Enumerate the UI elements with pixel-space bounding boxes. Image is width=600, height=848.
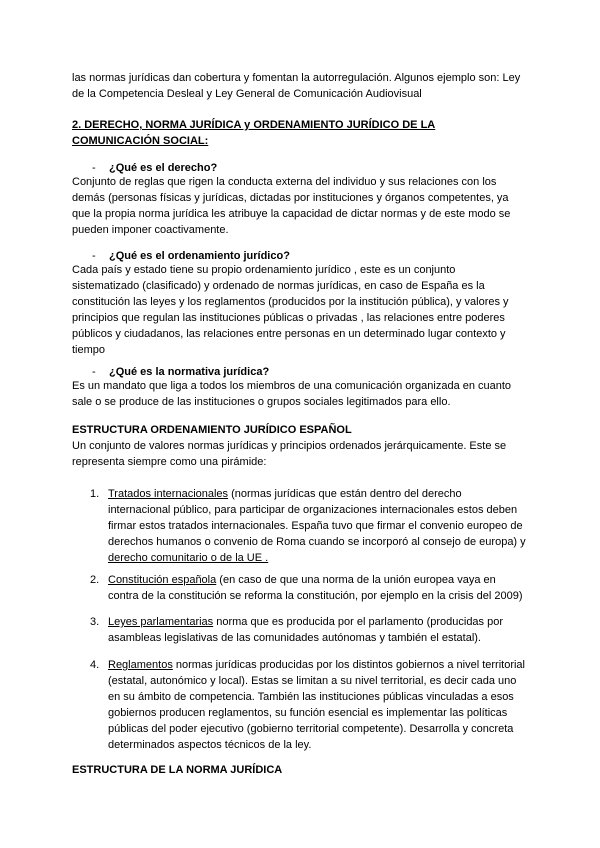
list-text: (en caso de que una norma de la unión europea vaya en contra de la constitución se reforma la constitución, por ejemplo en la crisis del 2009) bbox=[108, 574, 523, 602]
intro-paragraph: las normas jurídicas dan cobertura y fomentan la autorregulación. Algunos ejemplo son: Ley de la Competencia Desleal y Ley General de Comunicación Audiovisual bbox=[72, 72, 521, 100]
list-item-body bbox=[108, 486, 526, 566]
list-number: 4. bbox=[90, 659, 100, 671]
question-text: ¿Qué es el ordenamiento jurídico? bbox=[109, 250, 290, 262]
estructura-ordenamiento-intro: Un conjunto de valores normas jurídicas y principios ordenados jerárquicamente. Este se representa siempre como una pirámide: bbox=[72, 440, 507, 468]
bullet-dash: - bbox=[92, 250, 96, 262]
answer-paragraph: Conjunto de reglas que rigen la conducta externa del individuo y sus relaciones con los demás (personas físicas y jurídicas, dictadas por instituciones y órganos competentes, ya que la propia norma jurídica les atribuye la capacidad de dictar normas y de este modo se pueden imponer coactivamente. bbox=[72, 176, 511, 236]
list-term: Reglamentos bbox=[108, 659, 173, 671]
list-tail: derecho comunitario o de la UE . bbox=[108, 552, 269, 564]
bullet-dash: - bbox=[92, 366, 96, 378]
section-title: 2. DERECHO, NORMA JURÍDICA y ORDENAMIENTO JURÍDICO DE LA COMUNICACIÓN SOCIAL: bbox=[72, 119, 436, 147]
list-term: Constitución española bbox=[108, 574, 217, 586]
answer-paragraph: Cada país y estado tiene su propio ordenamiento jurídico , este es un conjunto sistematizado (clasificado) y ordenado de normas jurídicas, en caso de España es la constitución las leyes y los reglamentos (producidos por la institución pública), y valores y principios que regulan las instituciones públicas o privadas , las relaciones entre poderes públicos y ciudadanos, las relaciones entre personas en un determinado lugar contexto y tiempo bbox=[72, 264, 509, 356]
list-term: Leyes parlamentarias bbox=[108, 616, 214, 628]
list-text: (normas jurídicas que están dentro del derecho internacional público, para participar de organizaciones internacionales estos deben firmar estos tratados internacionales. España tuvo que firmar el convenio europeo de derechos humanos o convenio de Roma cuando se incorporó al consejo de europa) y bbox=[108, 488, 526, 548]
answer-paragraph: Es un mandato que liga a todos los miembros de una comunicación organizada en cuanto sale o se produce de las instituciones o grupos sociales legitimados para ello. bbox=[72, 380, 512, 408]
list-item-body bbox=[108, 657, 526, 753]
estructura-norma-title: ESTRUCTURA DE LA NORMA JURÍDICA bbox=[72, 764, 283, 776]
list-item-body bbox=[108, 572, 526, 604]
bullet-dash: - bbox=[92, 162, 96, 174]
list-number: 3. bbox=[90, 616, 100, 628]
list-number: 2. bbox=[90, 574, 100, 586]
list-text: normas jurídicas producidas por los distintos gobiernos a nivel territorial (estatal, autonómico y local). Estas se limitan a su nivel territorial, es decir cada uno en su ámbito de competencia. También las instituciones públicas vinculadas a esos gobiernos producen reglamentos, su función esencial es implementar las políticas públicas del poder ejecutivo (gobierno territorial competente). Desarrolla y concreta determinados aspectos técnicos de la ley. bbox=[108, 659, 525, 751]
list-item-body bbox=[108, 614, 526, 646]
list-number: 1. bbox=[90, 488, 100, 500]
list-term: Tratados internacionales bbox=[108, 488, 229, 500]
question-text: ¿Qué es la normativa jurídica? bbox=[109, 366, 270, 378]
list-text: norma que es producida por el parlamento (producidas por asambleas legislativas de las comunidades autónomas y también el estatal). bbox=[108, 616, 504, 644]
question-text: ¿Qué es el derecho? bbox=[109, 162, 218, 174]
estructura-ordenamiento-title: ESTRUCTURA ORDENAMIENTO JURÍDICO ESPAÑOL bbox=[72, 424, 352, 436]
